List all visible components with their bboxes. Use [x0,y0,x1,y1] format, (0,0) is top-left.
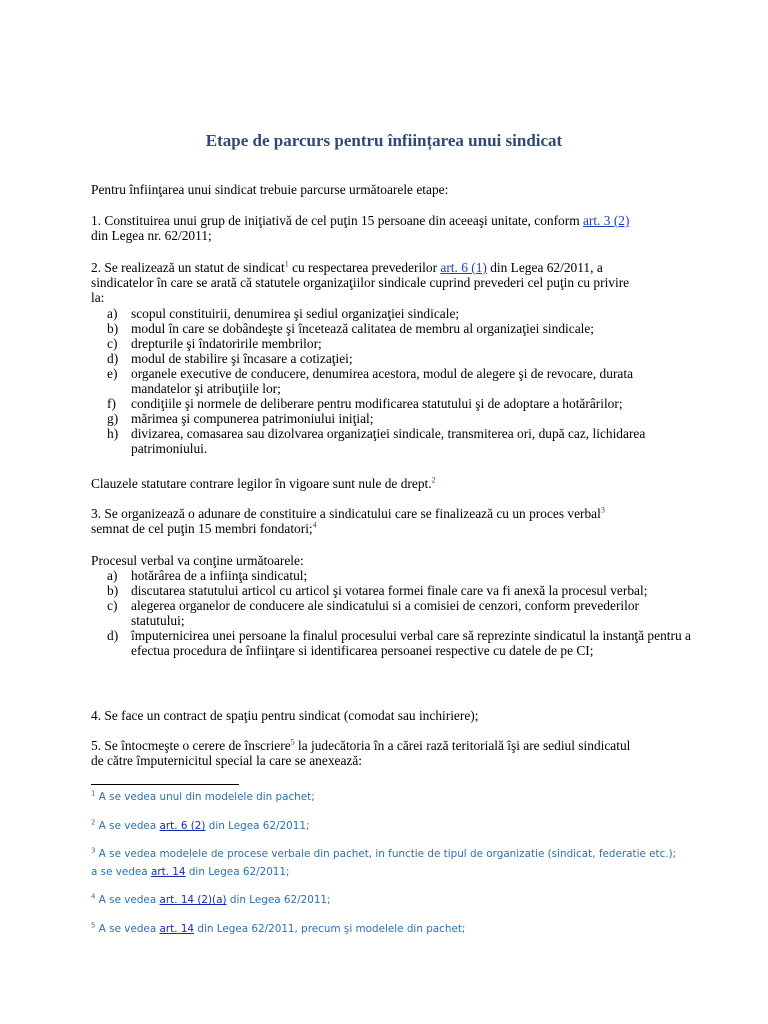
art-14-link[interactable]: art. 14 [159,923,195,935]
footnote-1: $^1$ A se vedea unul din modelele din pachet; [91,789,315,803]
art-14-2-a-link[interactable]: art. 14 (2)(a) [159,894,227,906]
list-item: f) condiţiile şi normele de deliberare pentru modificarea statutului şi de adoptare a hotărârilor; [107,396,623,411]
statute-provisions-list [91,306,691,456]
footnote-ref-5[interactable]: 5 [290,737,295,747]
art-3-2-link[interactable]: art. 3 (2) [582,213,630,228]
list-item: e) organele executive de conducere, denumirea acestora, modul de alegere şi de revocare, durata mandatelor şi atribuţiile lor; [107,366,634,396]
list-item: b) discutarea statutului articol cu articol şi votarea formei finale care va fi anexă la procesul verbal; [107,583,648,598]
list-item: a) scopul constituirii, denumirea şi sediul organizaţiei sindicale; [107,306,460,321]
minutes-contents-list [91,568,691,658]
art-6-1-link[interactable]: art. 6 (1) [440,260,487,275]
footnote-3: $^3$ A se vedea modelele de procese verbale din pachet, in functie de tipul de organizatie (sindicat, federatie etc.); a se vedea art. 14 din Legea 62/2011; [91,846,677,878]
footnote-ref-3[interactable]: 3 [600,505,605,515]
art-6-2-link[interactable]: art. 6 (2) [159,820,206,832]
list-item: a) hotărârea de a infiinţa sindicatul; [107,568,308,583]
intro-paragraph: Pentru înfiinţarea unui sindicat trebuie parcurse următoarele etape: [91,182,449,197]
page-title: Etape de parcurs pentru înființarea unui sindicat [205,131,563,150]
minutes-intro: Procesul verbal va conţine următoarele: [91,553,304,568]
footnote-separator [91,784,239,785]
step-3-paragraph: 3. Se organizează o adunare de constituire a sindicatului care se finalizează cu un proces verbal$^3$ semnat de cel puţin 15 membri fondatori;$^4$ [91,505,605,536]
footnote-ref-2[interactable]: 2 [431,475,436,485]
footnote-ref-4[interactable]: 4 [312,520,317,530]
list-item: h) divizarea, comasarea sau dizolvarea organizaţiei sindicale, transmiterea ori, după caz, lichidarea patrimoniului. [107,426,646,456]
list-item: d) modul de stabilire şi încasare a cotizaţiei; [107,351,353,366]
list-item: g) mărimea şi compunerea patrimoniului iniţial; [107,411,374,426]
art-14-link[interactable]: art. 14 [150,866,186,878]
list-item: d) împuternicirea unei persoane la finalul procesului verbal care să reprezinte sindicatul la instanţă pentru a efectua procedura de înfiinţare si identificarea persoanei respective cu datele de pe CI; [107,628,691,658]
list-item: c) drepturile şi îndatoririle membrilor; [107,336,322,351]
list-item: b) modul în care se dobândeşte şi încetează calitatea de membru al organizaţiei sindicale; [107,321,595,336]
step-4-paragraph: 4. Se face un contract de spaţiu pentru sindicat (comodat sau inchiriere); [91,708,479,723]
footnote-4: $^4$ A se vedea art. 14 (2)(a) din Legea 62/2011; [91,892,331,906]
footnote-2: $^2$ A se vedea art. 6 (2) din Legea 62/2011; [91,818,310,832]
footnote-5: $^5$ A se vedea art. 14 din Legea 62/2011, precum şi modelele din pachet; [91,921,466,935]
step-5-paragraph: 5. Se întocmeşte o cerere de înscriere$^5$ la judecătoria în a cărei rază teritorială îşi are sediul sindicatul de către împuternicitul special la care se anexează: [91,737,631,768]
list-item: c) alegerea organelor de conducere ale sindicatului si a comisiei de cenzori, conform prevederilor statutului; [107,598,639,628]
clauses-paragraph: Clauzele statutare contrare legilor în vigoare sunt nule de drept.$^2$ [91,475,436,491]
step-2-paragraph: 2. Se realizează un statut de sindicat$^1$ cu respectarea prevederilor art. 6 (1) din Legea 62/2011, a sindicatelor în care se arată că statutele organizaţiilor sindicale cuprind prevederi cel puţin cu privire la: [91,259,630,305]
footnote-ref-1[interactable]: 1 [284,259,289,269]
step-1-paragraph: 1. Constituirea unui grup de iniţiativă de cel puţin 15 persoane din aceeaşi unitate, conform art. 3 (2) din Legea nr. 62/2011; [91,213,630,243]
